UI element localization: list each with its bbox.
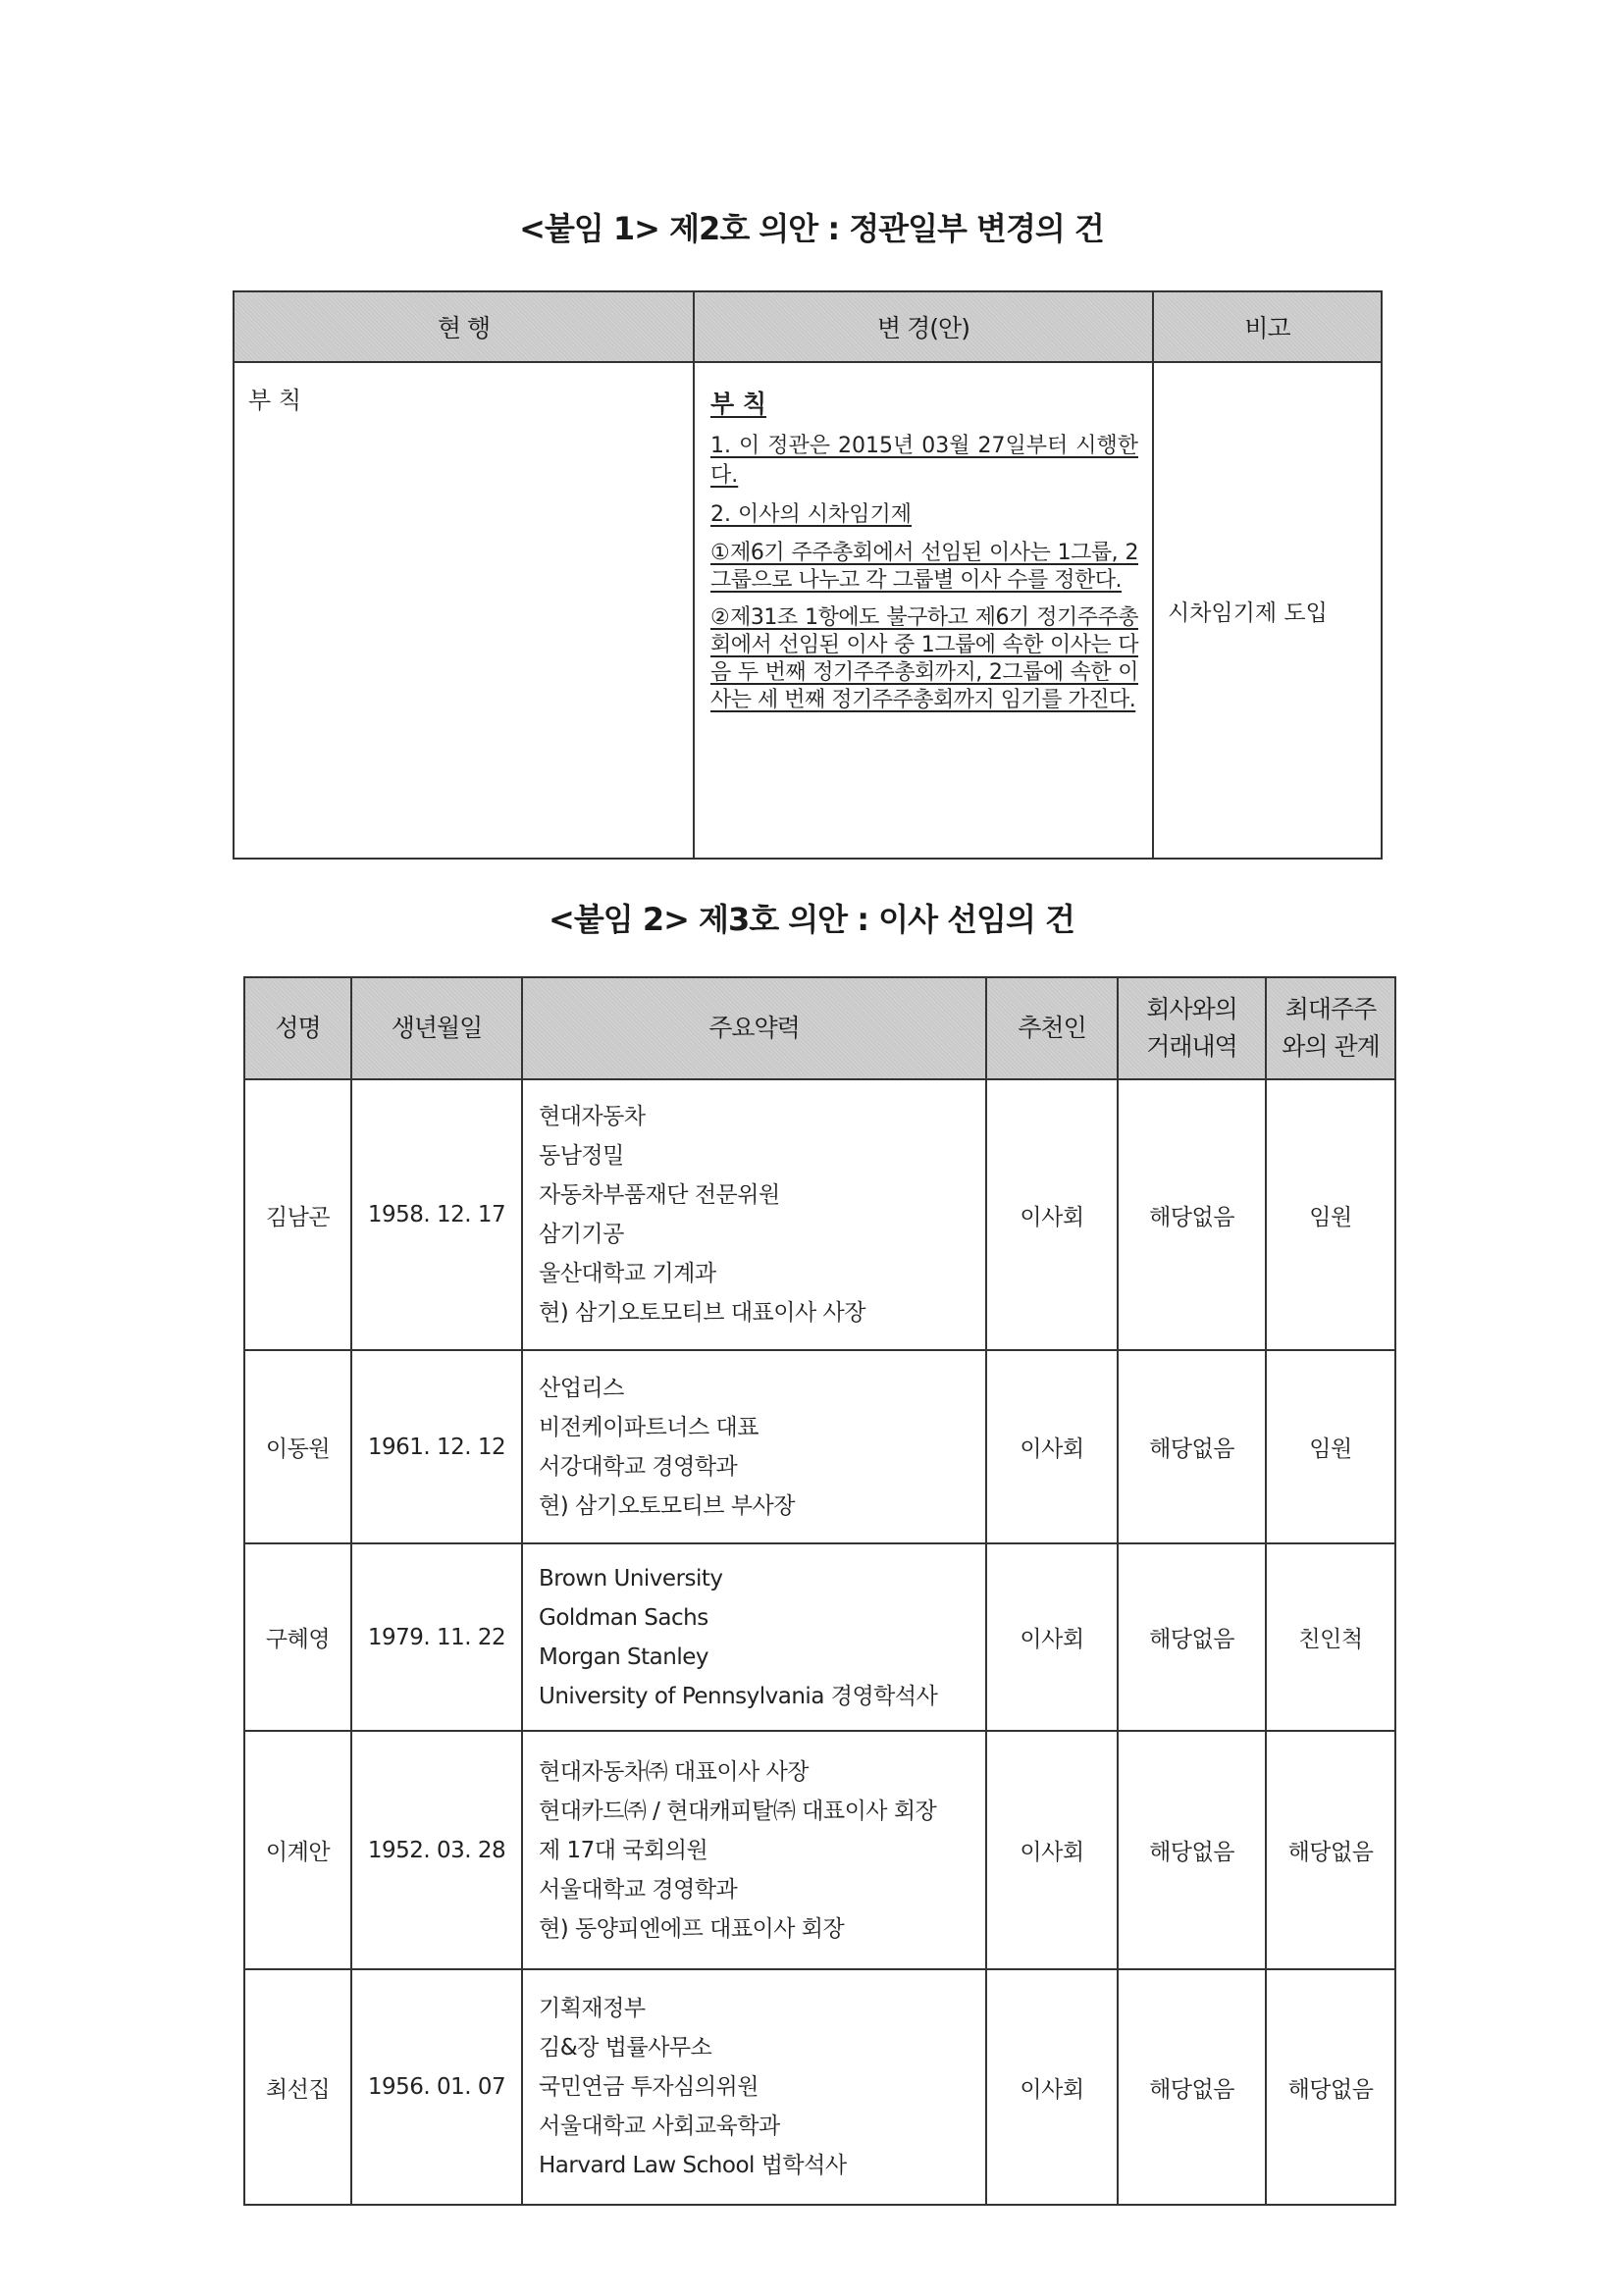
change-item: 2. 이사의 시차임기제 — [710, 502, 912, 527]
nominee-birth: 1979. 11. 22 — [351, 1543, 522, 1731]
career-item: Harvard Law School 법학석사 — [539, 2153, 847, 2178]
nominee-nominator: 이사회 — [986, 1079, 1118, 1350]
change-item: 1. 이 정관은 2015년 03월 27일부터 시행한다. — [710, 434, 1138, 488]
career-item: 제 17대 국회의원 — [539, 1837, 708, 1863]
nominee-transactions: 해당없음 — [1118, 1079, 1266, 1350]
nominee-career — [522, 1731, 986, 1969]
career-item: 현) 삼기오토모티브 대표이사 사장 — [539, 1300, 865, 1326]
current-text: 부 칙 — [234, 362, 694, 859]
nominee-nominator: 이사회 — [986, 1350, 1118, 1543]
nominee-career — [522, 1969, 986, 2205]
nominee-nominator: 이사회 — [986, 1731, 1118, 1969]
nominee-transactions: 해당없음 — [1118, 1969, 1266, 2205]
career-item: 서울대학교 경영학과 — [539, 1876, 738, 1903]
career-item: 현대카드㈜ / 현대캐피탈㈜ 대표이사 회장 — [539, 1798, 937, 1824]
nominee-career — [522, 1350, 986, 1543]
career-item: 현대자동차 — [539, 1104, 646, 1129]
header-transactions — [1118, 977, 1266, 1079]
table-row — [244, 1079, 1395, 1350]
header-relation-line2: 와의 관계 — [1282, 1032, 1380, 1061]
change-item: ②제31조 1항에도 불구하고 제6기 정기주주총회에서 선임된 이사 중 1그룹에 속한 이사는 다음 두 번째 정기주주총회까지, 2그룹에 속한 이사는 세 번째 정기주주총회까지 임기를 가진다. — [710, 605, 1138, 712]
career-item: 산업리스 — [539, 1375, 624, 1401]
header-transactions-line1: 회사와의 — [1146, 995, 1237, 1023]
career-item: 김&장 법률사무소 — [539, 2035, 712, 2061]
career-item: 국민연금 투자심의위원 — [539, 2074, 759, 2100]
nominee-name: 이동원 — [244, 1350, 351, 1543]
header-nominator: 추천인 — [986, 977, 1118, 1079]
director-nominees-table — [243, 976, 1396, 2206]
career-item: 서울대학교 사회교육학과 — [539, 2113, 780, 2139]
header-name: 성명 — [244, 977, 351, 1079]
career-item: Brown University — [539, 1565, 723, 1592]
nominee-relation: 해당없음 — [1266, 1969, 1395, 2205]
career-item: 기획재정부 — [539, 1996, 646, 2021]
nominee-relation: 임원 — [1266, 1079, 1395, 1350]
table-header-row — [234, 291, 1382, 362]
articles-amendment-table — [233, 290, 1383, 860]
table-row — [244, 1731, 1395, 1969]
header-transactions-line2: 거래내역 — [1146, 1032, 1237, 1061]
nominee-relation: 임원 — [1266, 1350, 1395, 1543]
nominee-name: 이계안 — [244, 1731, 351, 1969]
header-note: 비고 — [1153, 291, 1382, 362]
table-row — [244, 1350, 1395, 1543]
career-item: Morgan Stanley — [539, 1644, 708, 1670]
header-relation-line1: 최대주주 — [1284, 995, 1377, 1023]
nominee-birth: 1952. 03. 28 — [351, 1731, 522, 1969]
change-text — [694, 362, 1153, 859]
career-item: 삼기기공 — [539, 1222, 624, 1247]
nominee-relation: 해당없음 — [1266, 1731, 1395, 1969]
header-change: 변 경(안) — [694, 291, 1153, 362]
header-birth: 생년월일 — [351, 977, 522, 1079]
career-item: 울산대학교 기계과 — [539, 1261, 716, 1286]
career-item: University of Pennsylvania 경영학석사 — [539, 1683, 938, 1709]
nominee-nominator: 이사회 — [986, 1969, 1118, 2205]
nominee-birth: 1956. 01. 07 — [351, 1969, 522, 2205]
table-header-row — [244, 977, 1395, 1079]
table-row — [244, 1969, 1395, 2205]
career-item: 서강대학교 경영학과 — [539, 1453, 738, 1480]
nominee-relation: 친인척 — [1266, 1543, 1395, 1731]
career-item: 현) 삼기오토모티브 부사장 — [539, 1492, 795, 1519]
nominee-transactions: 해당없음 — [1118, 1731, 1266, 1969]
table-row — [234, 362, 1382, 859]
note-text: 시차임기제 도입 — [1153, 362, 1382, 859]
header-career: 주요약력 — [522, 977, 986, 1079]
nominee-transactions: 해당없음 — [1118, 1543, 1266, 1731]
nominee-nominator: 이사회 — [986, 1543, 1118, 1731]
nominee-transactions: 해당없음 — [1118, 1350, 1266, 1543]
nominee-birth: 1958. 12. 17 — [351, 1079, 522, 1350]
header-relation — [1266, 977, 1395, 1079]
attachment1-title: <붙임 1> 제2호 의안 : 정관일부 변경의 건 — [519, 210, 1104, 247]
nominee-birth: 1961. 12. 12 — [351, 1350, 522, 1543]
career-item: 자동차부품재단 전문위원 — [539, 1182, 780, 1208]
table-row — [244, 1543, 1395, 1731]
career-item: Goldman Sachs — [539, 1604, 708, 1631]
change-item: ①제6기 주주총회에서 선임된 이사는 1그룹, 2그룹으로 나누고 각 그룹별 이사 수를 정한다. — [710, 541, 1138, 593]
nominee-career — [522, 1543, 986, 1731]
change-section-title: 부 칙 — [710, 390, 767, 418]
career-item: 현) 동양피엔에프 대표이사 회장 — [539, 1915, 845, 1942]
header-current: 현 행 — [234, 291, 694, 362]
career-item: 동남정밀 — [539, 1143, 624, 1169]
nominee-name: 김남곤 — [244, 1079, 351, 1350]
attachment2-title: <붙임 2> 제3호 의안 : 이사 선임의 건 — [549, 901, 1074, 938]
career-item: 비전케이파트너스 대표 — [539, 1414, 759, 1440]
career-item: 현대자동차㈜ 대표이사 사장 — [539, 1758, 810, 1785]
nominee-name: 구혜영 — [244, 1543, 351, 1731]
nominee-career — [522, 1079, 986, 1350]
nominee-name: 최선집 — [244, 1969, 351, 2205]
